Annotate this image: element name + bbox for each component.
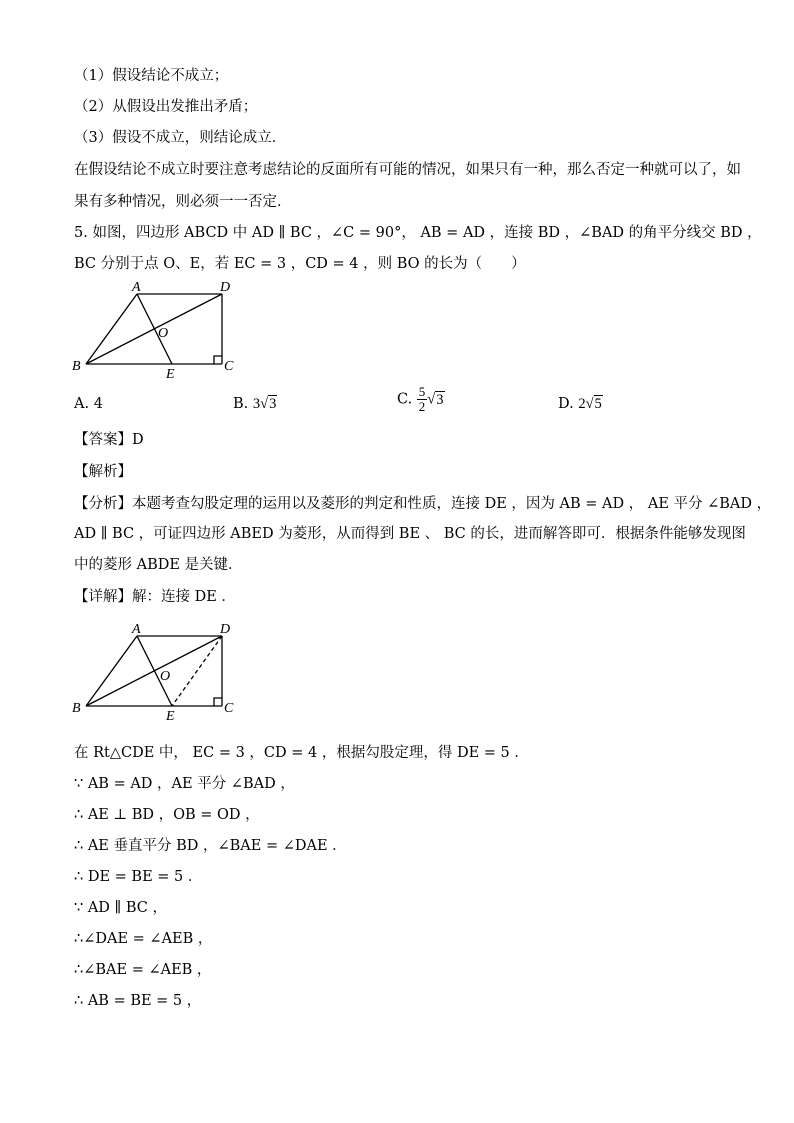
fig2-label-c: C (224, 701, 234, 716)
fig1-label-d: D (220, 280, 231, 295)
detail-intro: 【详解】解：连接 DE ． (74, 589, 236, 605)
option-d (558, 394, 603, 414)
analysis-line-3: 中的菱形 ABDE 是关键． (74, 557, 243, 573)
fig1-label-b: B (72, 359, 81, 374)
figure-2 (64, 620, 254, 724)
option-a-text: A. 4 (74, 396, 103, 412)
option-c-fraction: $\frac{5}{2}$ (418, 384, 426, 414)
step-8: ∴∠BAE = ∠AEB ， (74, 962, 212, 978)
question-5-line-1: 5. 如图，四边形 ABCD 中 AD ∥ BC ，∠C = 90°， AB = AD ，连接 BD ，∠BAD 的角平分线交 BD ， (74, 225, 762, 241)
step-7: ∴∠DAE = ∠AEB ， (74, 931, 213, 947)
fig1-label-a: A (132, 280, 141, 295)
option-b-value: 3√3 (252, 396, 277, 412)
fig1-label-o: O (158, 326, 169, 341)
analysis-heading: 【解析】 (74, 464, 132, 480)
figure-1 (64, 278, 254, 382)
option-d-label: D. (558, 396, 574, 412)
text-line-2: （2）从假设出发推出矛盾； (74, 99, 258, 115)
question-5-line-2: BC 分别于点 O、E，若 EC = 3 ，CD = 4 ，则 BO 的长为（ ） (74, 256, 526, 272)
text-line-4: 在假设结论不成立时要注意考虑结论的反面所有可能的情况，如果只有一种，那么否定一种就可以了，如 (74, 162, 741, 178)
option-a (74, 394, 103, 414)
option-c-label: C. (397, 391, 413, 408)
text-line-1: （1）假设结论不成立； (74, 68, 229, 84)
text-line-3: （3）假设不成立，则结论成立． (74, 130, 287, 146)
answer: 【答案】D (74, 432, 144, 448)
step-4: ∴ AE 垂直平分 BD ，∠BAE = ∠DAE ． (74, 838, 347, 854)
step-6: ∵ AD ∥ BC ， (74, 900, 167, 916)
analysis-line-1: 【分析】本题考查勾股定理的运用以及菱形的判定和性质，连接 DE ，因为 AB = AD ， AE 平分 ∠BAD ， (74, 496, 772, 512)
step-5: ∴ DE = BE = 5 ． (74, 869, 203, 885)
step-9: ∴ AB = BE = 5 ， (74, 993, 202, 1009)
option-b-label: B. (233, 396, 249, 412)
fig2-label-b: B (72, 701, 81, 716)
fig1-label-c: C (224, 359, 234, 374)
option-d-value: 2√5 (578, 396, 602, 412)
fig2-label-o: O (160, 669, 171, 684)
fig2-label-e: E (166, 709, 175, 724)
step-2: ∵ AB = AD ，AE 平分 ∠BAD ， (74, 776, 295, 792)
analysis-line-2: AD ∥ BC ，可证四边形 ABED 为菱形，从而得到 BE 、 BC 的长，进而解答即可．根据条件能够发现图 (74, 526, 746, 542)
fig2-label-a: A (132, 622, 141, 637)
text-line-5: 果有多种情况，则必须一一否定． (74, 194, 292, 210)
option-c-root: √3 (427, 391, 444, 408)
fig2-label-d: D (220, 622, 231, 637)
option-c (397, 385, 445, 414)
option-b (233, 394, 277, 414)
step-1: 在 Rt△CDE 中， EC = 3 ，CD = 4 ，根据勾股定理，得 DE = 5 ． (74, 745, 529, 761)
step-3: ∴ AE ⊥ BD ，OB = OD ， (74, 807, 260, 823)
fig1-label-e: E (166, 367, 175, 382)
